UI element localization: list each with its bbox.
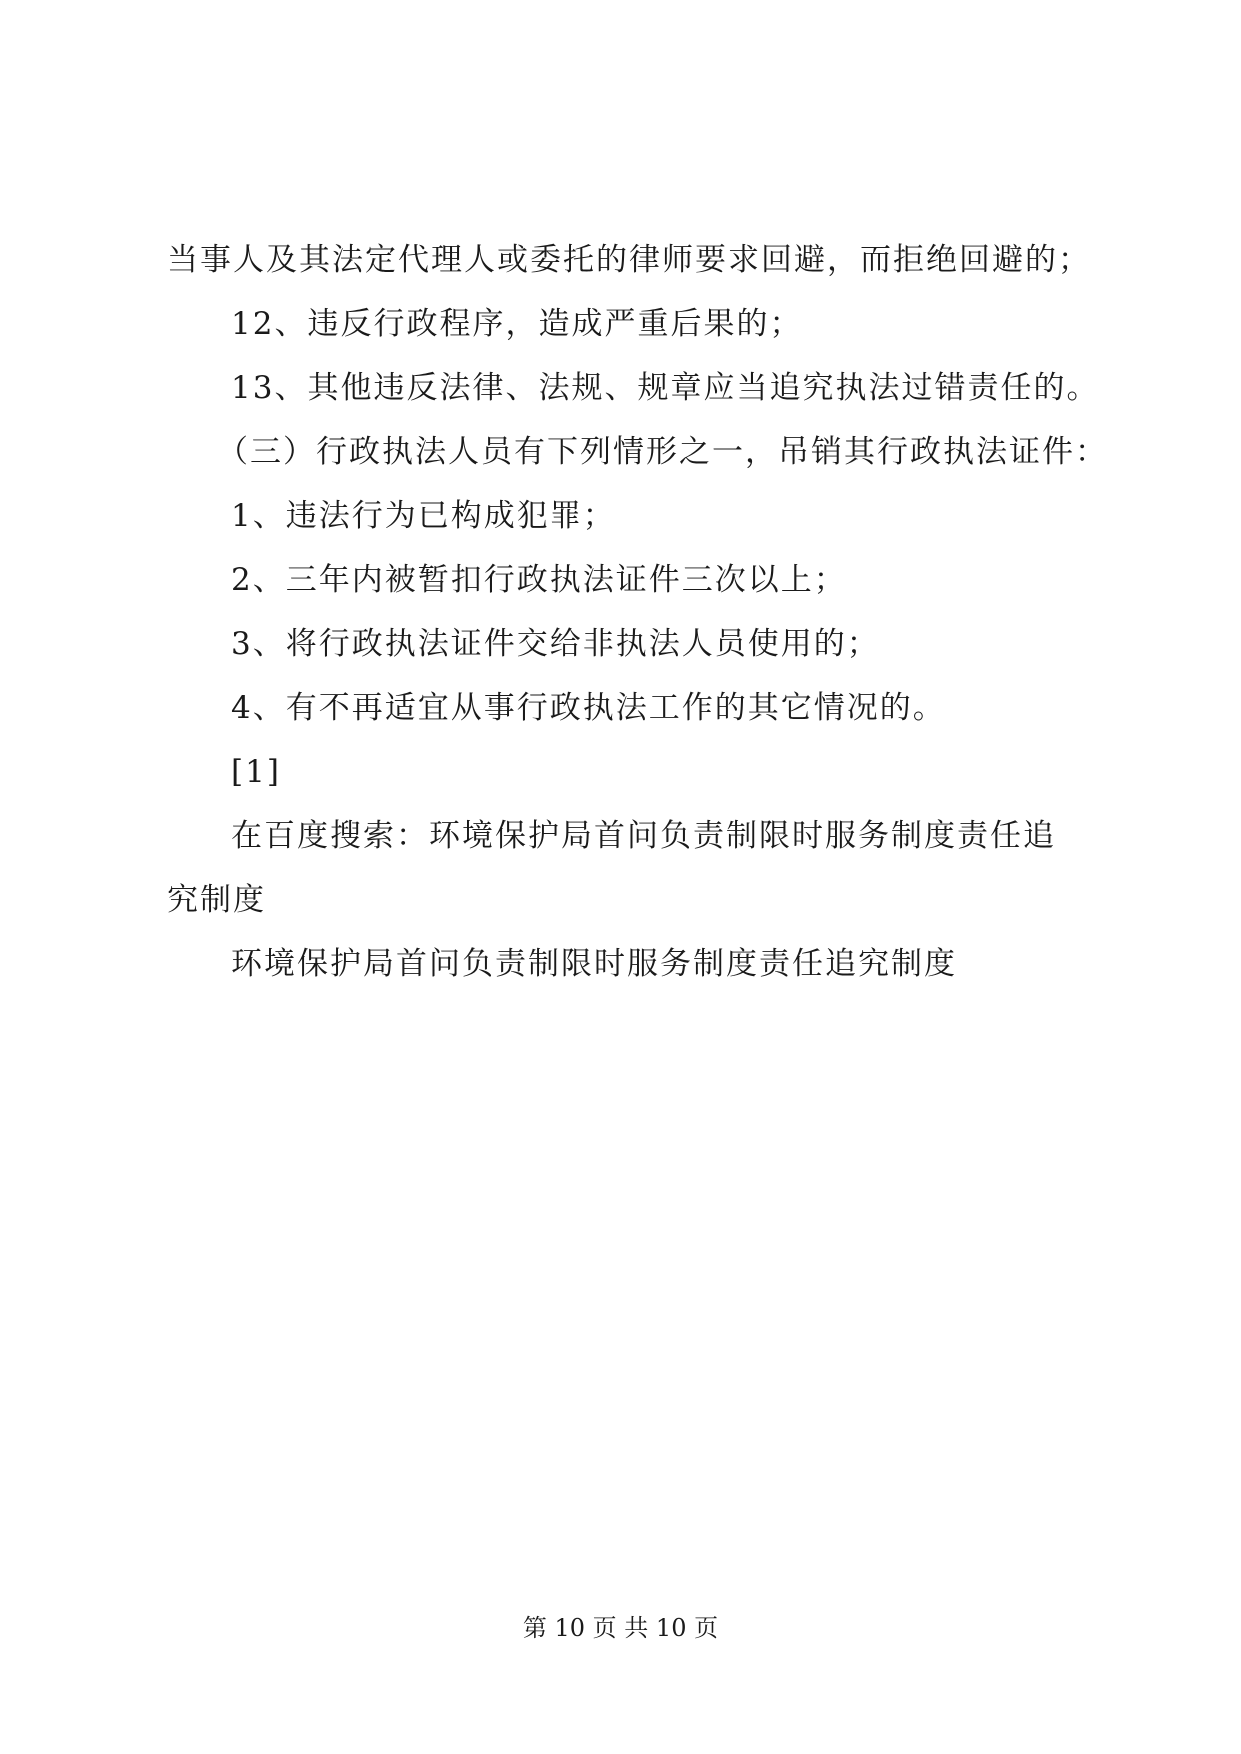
page-number-footer: 第 10 页 共 10 页 [522, 1614, 719, 1642]
document-body [167, 228, 1108, 996]
list-item-3: 3、将行政执法证件交给非执法人员使用的； [231, 626, 880, 662]
list-item-4: 4、有不再适宜从事行政执法工作的其它情况的。 [231, 690, 946, 726]
list-item-12: 12、违反行政程序，造成严重后果的； [231, 306, 803, 342]
reference-marker: [1] [231, 754, 281, 790]
document-title-link: 环境保护局首问负责制限时服务制度责任追究制度 [231, 946, 957, 982]
section-heading-3: （三）行政执法人员有下列情形之一，吊销其行政执法证件： [217, 434, 1108, 470]
list-item-1: 1、违法行为已构成犯罪； [231, 498, 616, 534]
list-item-2: 2、三年内被暂扣行政执法证件三次以上； [231, 562, 847, 598]
search-suggestion: 在百度搜索：环境保护局首问负责制限时服务制度责任追究制度 [167, 818, 1056, 918]
paragraph-continuation: 当事人及其法定代理人或委托的律师要求回避，而拒绝回避的； [167, 242, 1091, 278]
list-item-13: 13、其他违反法律、法规、规章应当追究执法过错责任的。 [231, 370, 1100, 406]
